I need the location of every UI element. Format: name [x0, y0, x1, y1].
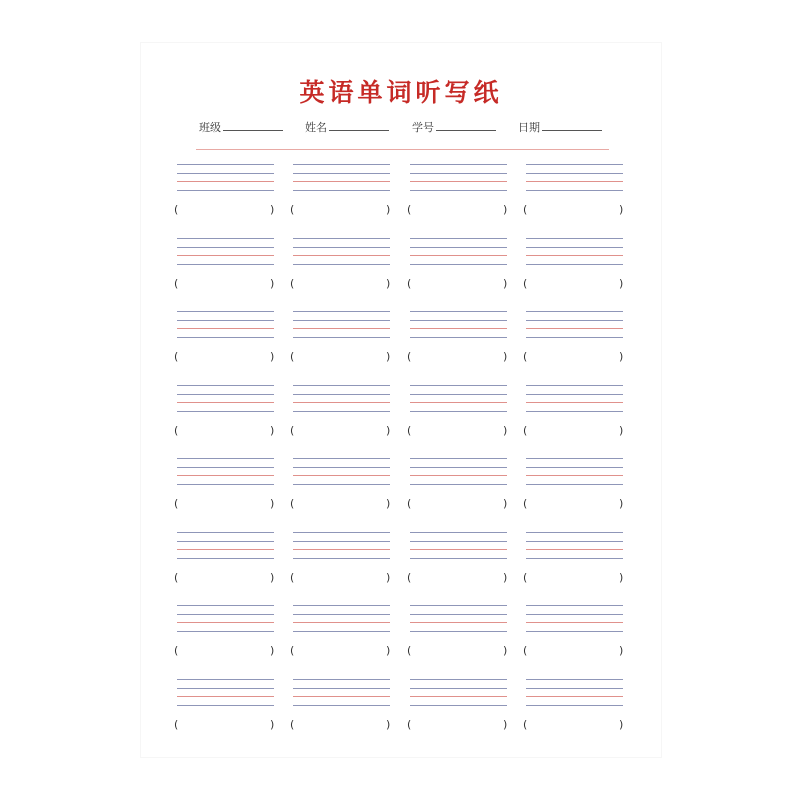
guide-line: [293, 394, 390, 395]
guide-line: [293, 411, 390, 412]
guide-line: [526, 385, 623, 386]
guide-line-red: [177, 402, 274, 403]
meaning-close-paren: ): [386, 277, 391, 290]
guide-line: [410, 558, 507, 559]
guide-line: [177, 458, 274, 459]
meaning-close-paren: ): [270, 350, 275, 363]
meaning-open-paren: (: [174, 203, 179, 216]
guide-line-red: [410, 622, 507, 623]
meaning-open-paren: (: [174, 718, 179, 731]
meaning-close-paren: ): [619, 571, 624, 584]
meaning-open-paren: (: [174, 571, 179, 584]
meaning-open-paren: (: [174, 644, 179, 657]
guide-line: [526, 605, 623, 606]
guide-line: [526, 164, 623, 165]
meaning-open-paren: (: [290, 350, 295, 363]
guide-line: [410, 541, 507, 542]
word-cell[interactable]: [523, 164, 627, 222]
dictation-sheet: [140, 42, 662, 758]
guide-line: [293, 705, 390, 706]
guide-line-red: [177, 255, 274, 256]
guide-line-red: [526, 181, 623, 182]
guide-line: [177, 411, 274, 412]
meaning-close-paren: ): [619, 277, 624, 290]
meaning-open-paren: (: [407, 497, 412, 510]
word-cell[interactable]: [407, 164, 511, 222]
page-title: 英语单词听写纸: [299, 78, 503, 107]
guide-line-red: [410, 402, 507, 403]
guide-line: [177, 558, 274, 559]
guide-line-red: [526, 255, 623, 256]
meaning-open-paren: (: [290, 497, 295, 510]
name-label: 姓名: [305, 121, 327, 134]
guide-line-red: [410, 696, 507, 697]
guide-line: [177, 320, 274, 321]
class-label: 班级: [199, 121, 221, 134]
word-cell[interactable]: [290, 605, 394, 663]
guide-line: [410, 247, 507, 248]
guide-line: [410, 190, 507, 191]
guide-line-red: [526, 549, 623, 550]
meaning-close-paren: ): [386, 350, 391, 363]
meaning-close-paren: ): [619, 350, 624, 363]
guide-line: [177, 541, 274, 542]
guide-line: [293, 173, 390, 174]
guide-line-red: [293, 255, 390, 256]
meaning-open-paren: (: [407, 718, 412, 731]
meaning-open-paren: (: [174, 424, 179, 437]
guide-line-red: [526, 696, 623, 697]
meaning-close-paren: ): [270, 277, 275, 290]
guide-line: [293, 614, 390, 615]
word-cell[interactable]: [407, 532, 511, 590]
guide-line-red: [177, 181, 274, 182]
guide-line: [410, 532, 507, 533]
guide-line: [526, 190, 623, 191]
guide-line: [177, 164, 274, 165]
meaning-close-paren: ): [503, 350, 508, 363]
guide-line: [177, 614, 274, 615]
meaning-open-paren: (: [407, 644, 412, 657]
guide-line: [293, 484, 390, 485]
word-cell[interactable]: [407, 311, 511, 369]
guide-line: [526, 541, 623, 542]
guide-line: [410, 631, 507, 632]
guide-line-red: [526, 475, 623, 476]
guide-line: [526, 311, 623, 312]
meaning-close-paren: ): [503, 277, 508, 290]
meaning-close-paren: ): [619, 718, 624, 731]
guide-line: [410, 679, 507, 680]
guide-line: [293, 605, 390, 606]
guide-line: [293, 532, 390, 533]
guide-line: [526, 631, 623, 632]
guide-line: [526, 484, 623, 485]
word-cell[interactable]: [290, 679, 394, 737]
meaning-close-paren: ): [270, 424, 275, 437]
word-cell[interactable]: [290, 458, 394, 516]
meaning-open-paren: (: [290, 203, 295, 216]
word-cell[interactable]: [174, 164, 278, 222]
guide-line-red: [177, 475, 274, 476]
guide-line: [293, 679, 390, 680]
guide-line: [177, 467, 274, 468]
guide-line: [410, 173, 507, 174]
meaning-close-paren: ): [386, 497, 391, 510]
word-cell[interactable]: [174, 605, 278, 663]
guide-line: [526, 394, 623, 395]
guide-line: [177, 679, 274, 680]
guide-line: [410, 705, 507, 706]
guide-line: [177, 311, 274, 312]
meaning-close-paren: ): [270, 644, 275, 657]
word-grid: [141, 43, 661, 757]
meaning-open-paren: (: [523, 497, 528, 510]
meaning-close-paren: ): [386, 644, 391, 657]
guide-line: [177, 705, 274, 706]
guide-line: [410, 394, 507, 395]
guide-line-red: [526, 622, 623, 623]
guide-line-red: [293, 328, 390, 329]
guide-line-red: [293, 622, 390, 623]
guide-line: [293, 467, 390, 468]
word-cell[interactable]: [407, 605, 511, 663]
guide-line: [293, 458, 390, 459]
guide-line: [526, 679, 623, 680]
guide-line: [293, 190, 390, 191]
guide-line: [177, 264, 274, 265]
guide-line: [177, 605, 274, 606]
guide-line: [526, 467, 623, 468]
guide-line-red: [177, 328, 274, 329]
guide-line: [293, 238, 390, 239]
word-cell[interactable]: [174, 385, 278, 443]
meaning-close-paren: ): [503, 571, 508, 584]
guide-line: [293, 247, 390, 248]
guide-line-red: [410, 475, 507, 476]
date-label: 日期: [518, 121, 540, 134]
guide-line: [410, 385, 507, 386]
guide-line-red: [177, 622, 274, 623]
meaning-open-paren: (: [523, 203, 528, 216]
guide-line: [526, 614, 623, 615]
meaning-close-paren: ): [619, 497, 624, 510]
meaning-close-paren: ): [386, 203, 391, 216]
word-cell[interactable]: [290, 164, 394, 222]
meaning-open-paren: (: [407, 424, 412, 437]
guide-line: [410, 311, 507, 312]
guide-line: [410, 164, 507, 165]
word-cell[interactable]: [290, 532, 394, 590]
meaning-open-paren: (: [407, 203, 412, 216]
guide-line: [293, 264, 390, 265]
word-cell[interactable]: [523, 679, 627, 737]
meaning-close-paren: ): [619, 424, 624, 437]
guide-line: [526, 238, 623, 239]
guide-line: [410, 320, 507, 321]
guide-line: [526, 532, 623, 533]
meaning-open-paren: (: [407, 571, 412, 584]
guide-line: [293, 541, 390, 542]
guide-line-red: [410, 549, 507, 550]
word-cell[interactable]: [174, 532, 278, 590]
word-cell[interactable]: [290, 385, 394, 443]
word-cell[interactable]: [290, 238, 394, 296]
guide-line: [293, 558, 390, 559]
guide-line: [293, 320, 390, 321]
guide-line: [293, 385, 390, 386]
guide-line: [410, 467, 507, 468]
guide-line: [410, 264, 507, 265]
meaning-close-paren: ): [386, 571, 391, 584]
guide-line-red: [177, 549, 274, 550]
guide-line: [410, 238, 507, 239]
meaning-close-paren: ): [270, 203, 275, 216]
guide-line-red: [410, 181, 507, 182]
meaning-open-paren: (: [407, 277, 412, 290]
meaning-open-paren: (: [523, 350, 528, 363]
meaning-close-paren: ): [503, 718, 508, 731]
meaning-open-paren: (: [290, 424, 295, 437]
word-cell[interactable]: [523, 311, 627, 369]
guide-line: [410, 688, 507, 689]
guide-line: [177, 631, 274, 632]
guide-line: [526, 173, 623, 174]
guide-line: [410, 614, 507, 615]
word-cell[interactable]: [407, 385, 511, 443]
word-cell[interactable]: [407, 458, 511, 516]
guide-line: [410, 458, 507, 459]
meaning-close-paren: ): [619, 644, 624, 657]
word-cell[interactable]: [290, 311, 394, 369]
guide-line: [177, 190, 274, 191]
word-cell[interactable]: [523, 605, 627, 663]
meaning-open-paren: (: [174, 350, 179, 363]
word-cell[interactable]: [523, 458, 627, 516]
guide-line: [177, 238, 274, 239]
word-cell[interactable]: [523, 532, 627, 590]
meaning-close-paren: ): [270, 718, 275, 731]
guide-line-red: [293, 475, 390, 476]
guide-line: [526, 458, 623, 459]
guide-line: [177, 337, 274, 338]
meaning-close-paren: ): [503, 644, 508, 657]
guide-line-red: [410, 328, 507, 329]
meaning-open-paren: (: [290, 277, 295, 290]
meaning-close-paren: ): [386, 718, 391, 731]
meaning-open-paren: (: [174, 497, 179, 510]
meaning-close-paren: ): [503, 203, 508, 216]
guide-line: [526, 558, 623, 559]
guide-line: [526, 337, 623, 338]
guide-line: [177, 532, 274, 533]
guide-line-red: [293, 549, 390, 550]
meaning-open-paren: (: [407, 350, 412, 363]
word-cell[interactable]: [174, 679, 278, 737]
guide-line: [526, 247, 623, 248]
word-cell[interactable]: [407, 679, 511, 737]
guide-line: [177, 688, 274, 689]
guide-line: [177, 173, 274, 174]
guide-line: [526, 411, 623, 412]
meaning-open-paren: (: [523, 644, 528, 657]
guide-line-red: [177, 696, 274, 697]
meaning-open-paren: (: [523, 571, 528, 584]
meaning-close-paren: ): [503, 497, 508, 510]
word-cell[interactable]: [523, 238, 627, 296]
meaning-open-paren: (: [523, 277, 528, 290]
guide-line: [526, 688, 623, 689]
guide-line: [526, 705, 623, 706]
guide-line: [410, 337, 507, 338]
student-id-label: 学号: [412, 121, 434, 134]
guide-line: [410, 484, 507, 485]
meaning-open-paren: (: [290, 644, 295, 657]
guide-line: [526, 320, 623, 321]
meaning-close-paren: ): [386, 424, 391, 437]
word-cell[interactable]: [174, 238, 278, 296]
guide-line-red: [293, 696, 390, 697]
guide-line-red: [526, 328, 623, 329]
word-cell[interactable]: [523, 385, 627, 443]
guide-line: [293, 631, 390, 632]
guide-line: [177, 484, 274, 485]
guide-line: [177, 247, 274, 248]
guide-line: [177, 394, 274, 395]
word-cell[interactable]: [174, 311, 278, 369]
meaning-close-paren: ): [619, 203, 624, 216]
meaning-open-paren: (: [174, 277, 179, 290]
meaning-close-paren: ): [270, 497, 275, 510]
word-cell[interactable]: [174, 458, 278, 516]
guide-line: [177, 385, 274, 386]
meaning-open-paren: (: [290, 718, 295, 731]
guide-line: [293, 337, 390, 338]
meaning-open-paren: (: [523, 718, 528, 731]
guide-line-red: [410, 255, 507, 256]
guide-line-red: [526, 402, 623, 403]
meaning-close-paren: ): [270, 571, 275, 584]
guide-line-red: [293, 402, 390, 403]
guide-line: [293, 164, 390, 165]
guide-line: [410, 605, 507, 606]
guide-line: [526, 264, 623, 265]
guide-line: [410, 411, 507, 412]
guide-line-red: [293, 181, 390, 182]
meaning-close-paren: ): [503, 424, 508, 437]
meaning-open-paren: (: [523, 424, 528, 437]
guide-line: [293, 688, 390, 689]
meaning-open-paren: (: [290, 571, 295, 584]
word-cell[interactable]: [407, 238, 511, 296]
guide-line: [293, 311, 390, 312]
